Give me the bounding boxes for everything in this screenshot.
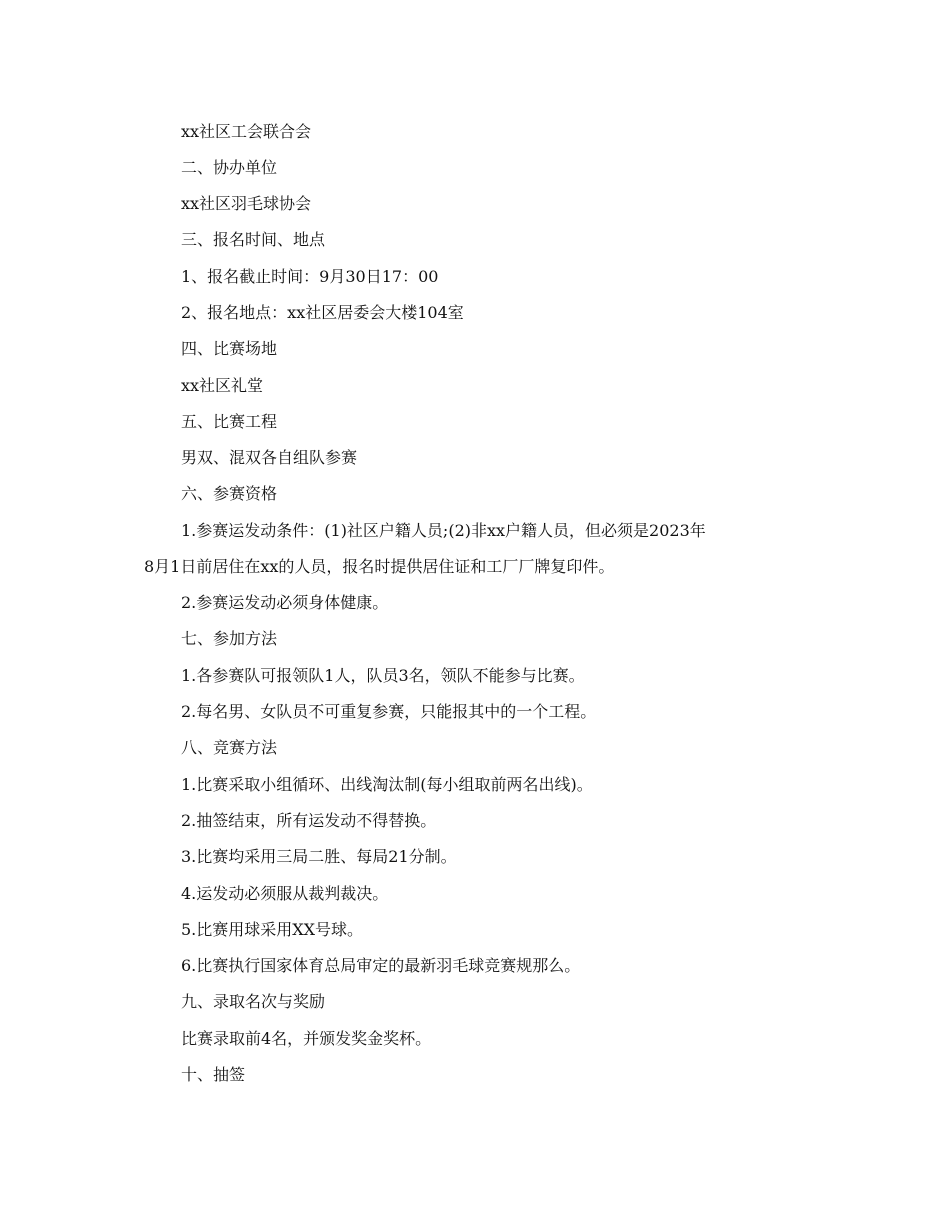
organizer-name: xx社区工会联合会 — [181, 122, 312, 141]
section-heading-awards: 九、录取名次与奖励 — [181, 992, 326, 1011]
participation-item-2: 2.每名男、女队员不可重复参赛，只能报其中的一个工程。 — [181, 702, 597, 721]
competition-item-4: 4.运发动必须服从裁判裁决。 — [181, 884, 389, 903]
eligibility-item-1: 1.参赛运发动条件：(1)社区户籍人员;(2)非xx户籍人员，但必须是2023年 — [181, 521, 706, 540]
section-heading-venue: 四、比赛场地 — [181, 339, 278, 358]
section-heading-competition: 八、竞赛方法 — [181, 738, 278, 757]
eligibility-item-2: 2.参赛运发动必须身体健康。 — [181, 593, 389, 612]
participation-item-1: 1.各参赛队可报领队1人，队员3名，领队不能参与比赛。 — [181, 666, 585, 685]
eligibility-item-1-continued: 8月1日前居住在xx的人员，报名时提供居住证和工厂厂牌复印件。 — [144, 557, 615, 576]
section-heading-co-organizer: 二、协办单位 — [181, 158, 278, 177]
competition-item-2: 2.抽签结束，所有运发动不得替换。 — [181, 811, 437, 830]
section-heading-events: 五、比赛工程 — [181, 412, 278, 431]
awards-text: 比赛录取前4名，并颁发奖金奖杯。 — [181, 1029, 432, 1048]
events-text: 男双、混双各自组队参赛 — [181, 448, 358, 467]
section-heading-participation: 七、参加方法 — [181, 629, 278, 648]
venue-name: xx社区礼堂 — [181, 376, 264, 395]
registration-deadline: 1、报名截止时间：9月30日17：00 — [181, 267, 439, 286]
section-heading-eligibility: 六、参赛资格 — [181, 484, 278, 503]
competition-item-5: 5.比赛用球采用XX号球。 — [181, 920, 364, 939]
co-organizer-name: xx社区羽毛球协会 — [181, 194, 312, 213]
competition-item-6: 6.比赛执行国家体育总局审定的最新羽毛球竞赛规那么。 — [181, 956, 581, 975]
competition-item-1: 1.比赛采取小组循环、出线淘汰制(每小组取前两名出线)。 — [181, 775, 593, 794]
registration-location: 2、报名地点：xx社区居委会大楼104室 — [181, 303, 464, 322]
section-heading-draw: 十、抽签 — [181, 1065, 246, 1084]
section-heading-registration: 三、报名时间、地点 — [181, 230, 326, 249]
competition-item-3: 3.比赛均采用三局二胜、每局21分制。 — [181, 847, 457, 866]
